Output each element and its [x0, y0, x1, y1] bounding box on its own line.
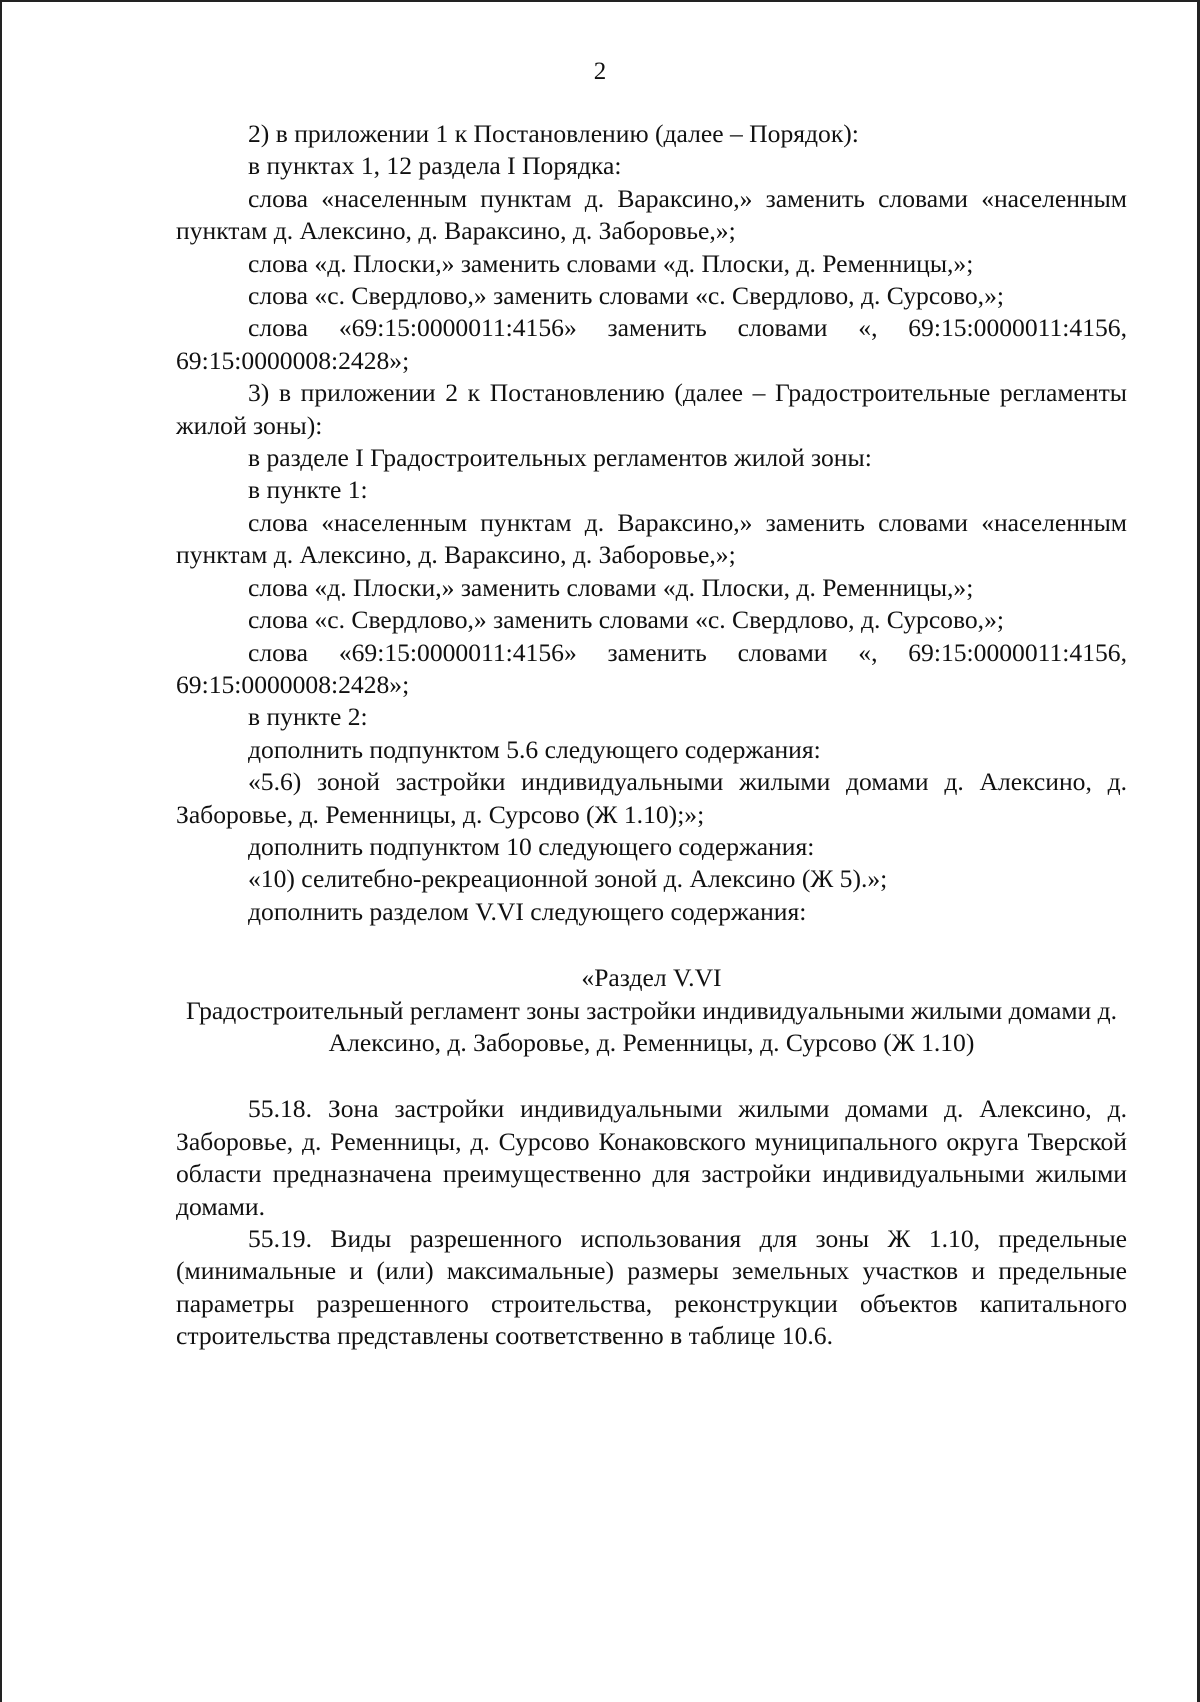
section-heading: «Раздел V.VI	[581, 963, 722, 993]
paragraph: 2) в приложении 1 к Постановлению (далее – Порядок):	[248, 119, 859, 148]
scan-border-left	[0, 0, 2, 1702]
paragraph: в пункте 2:	[248, 702, 368, 732]
paragraph: слова «с. Свердлово,» заменить словами «с. Свердлово, д. Сурсово,»;	[248, 281, 1004, 311]
paragraph: слова «населенным пунктам д. Вараксино,» заменить словами «населенным пунктам д. Алексино, д. Вараксино, д. Заборовье,»;	[176, 507, 1127, 570]
paragraph: «10) селитебно-рекреационной зоной д. Алексино (Ж 5).»;	[248, 864, 888, 894]
paragraph: в пункте 1:	[248, 475, 368, 505]
paragraph: слова «населенным пунктам д. Вараксино,» заменить словами «населенным пунктам д. Алексино, д. Вараксино, д. Заборовье,»;	[176, 183, 1127, 246]
page-number: 2	[593, 58, 607, 85]
paragraph: дополнить подпунктом 10 следующего содержания:	[248, 831, 815, 861]
paragraph: в пунктах 1, 12 раздела I Порядка:	[248, 151, 622, 181]
document-body	[176, 118, 1127, 1353]
paragraph: в разделе I Градостроительных регламентов жилой зоны:	[248, 443, 872, 473]
paragraph: дополнить подпунктом 5.6 следующего содержания:	[248, 734, 821, 764]
paragraph: слова «69:15:0000011:4156» заменить словами «, 69:15:0000011:4156, 69:15:0000008:2428»;	[176, 313, 1127, 375]
section-title: Градостроительный регламент зоны застройки индивидуальными жилыми домами д. Алексино, д. Заборовье, д. Ременницы, д. Сурсово (Ж 1.10)	[185, 995, 1118, 1057]
scan-border-top	[0, 0, 1200, 2]
paragraph: 55.18. Зона застройки индивидуальными жилыми домами д. Алексино, д. Заборовье, д. Ременницы, д. Сурсово Конаковского муниципального округа Тверской области предназначена преимущественно для застройки индивидуальными жилыми домами.	[176, 1094, 1127, 1221]
paragraph: слова «д. Плоски,» заменить словами «д. Плоски, д. Ременницы,»;	[248, 248, 974, 278]
paragraph: слова «с. Свердлово,» заменить словами «с. Свердлово, д. Сурсово,»;	[248, 605, 1004, 635]
paragraph: «5.6) зоной застройки индивидуальными жилыми домами д. Алексино, д. Заборовье, д. Ременницы, д. Сурсово (Ж 1.10);»;	[176, 767, 1127, 829]
paragraph: 55.19. Виды разрешенного использования для зоны Ж 1.10, предельные (минимальные и (или) максимальные) размеры земельных участков и предельные параметры разрешенного строительства, реконструкции объектов капитального строительства представлены соответственно в таблице 10.6.	[176, 1224, 1127, 1351]
paragraph: дополнить разделом V.VI следующего содержания:	[248, 896, 807, 926]
paragraph: 3) в приложении 2 к Постановлению (далее – Градостроительные регламенты жилой зоны):	[176, 378, 1127, 440]
paragraph: слова «д. Плоски,» заменить словами «д. Плоски, д. Ременницы,»;	[248, 572, 974, 602]
paragraph: слова «69:15:0000011:4156» заменить словами «, 69:15:0000011:4156, 69:15:0000008:2428»;	[176, 637, 1127, 699]
